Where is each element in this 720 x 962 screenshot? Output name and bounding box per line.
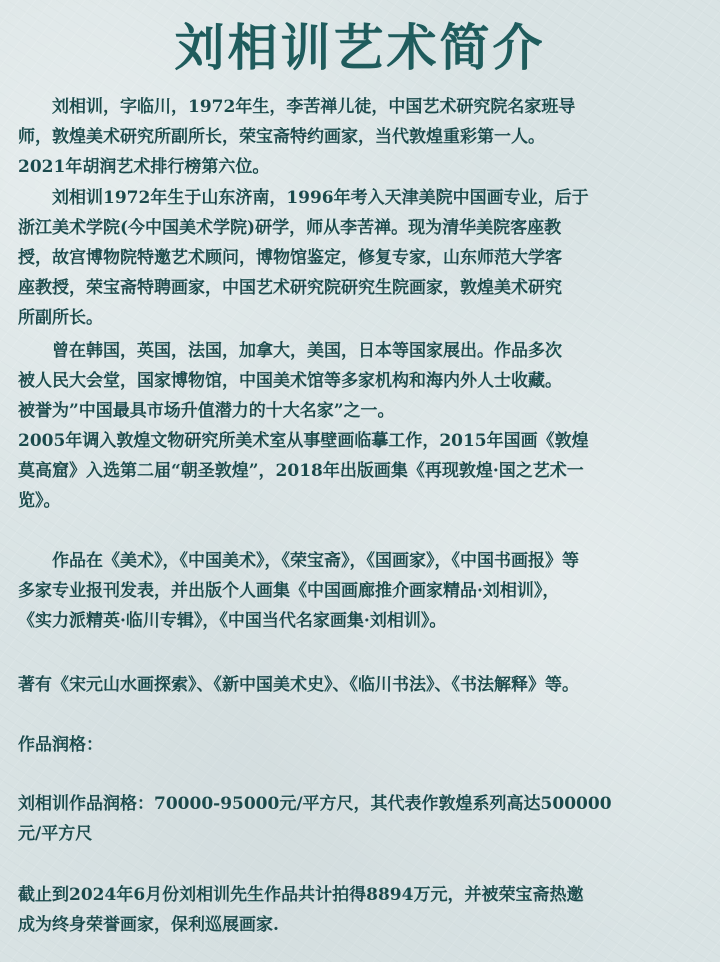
text-line: 浙江美术学院(今中国美术学院)研学，师从李苦禅。现为清华美院客座教 — [18, 218, 562, 238]
text-line: 作品在《美术》，《中国美术》，《荣宝斋》，《国画家》，《中国书画报》等 — [18, 551, 579, 571]
page-title: 刘相训艺术简介 — [174, 18, 546, 77]
paragraph-exhibitions — [18, 336, 708, 516]
paragraph-books — [18, 670, 708, 700]
text-line: 《实力派精英·临川专辑》，《中国当代名家画集·刘相训》。 — [18, 611, 447, 631]
text-line: 截止到2024年6月份刘相训先生作品共计拍得8894万元，并被荣宝斋热邀 — [18, 885, 584, 905]
text-line: 授，故宫博物院特邀艺术顾问，博物馆鉴定，修复专家，山东师范大学客 — [18, 248, 562, 268]
text-line: 作品润格： — [18, 735, 103, 755]
text-line: 览》。 — [18, 491, 61, 511]
text-line: 刘相训，字临川，1972年生，李苦禅儿徒，中国艺术研究院名家班导 — [18, 97, 576, 117]
text-line: 被人民大会堂，国家博物馆，中国美术馆等多家机构和海内外人士收藏。 — [18, 371, 562, 391]
paragraph-price-heading — [18, 730, 708, 760]
paragraph-intro — [18, 92, 708, 182]
paragraph-auction — [18, 880, 708, 940]
text-line: 刘相训作品润格：70000-95000元/平方尺，其代表作敦煌系列高达500000 — [18, 794, 612, 814]
text-line: 成为终身荣誉画家，保利巡展画家. — [18, 915, 279, 935]
text-line: 座教授，荣宝斋特聘画家，中国艺术研究院研究生院画家，敦煌美术研究 — [18, 278, 562, 298]
paragraph-education — [18, 183, 708, 333]
text-line: 2021年胡润艺术排行榜第六位。 — [18, 157, 270, 177]
text-line: 2005年调入敦煌文物研究所美术室从事壁画临摹工作，2015年国画《敦煌 — [18, 431, 589, 451]
paragraph-publications — [18, 546, 708, 636]
text-line: 著有《宋元山水画探索》、《新中国美术史》、《临川书法》、《书法解释》等。 — [18, 675, 579, 695]
text-line: 被誉为”中国最具市场升值潜力的十大名家”之一。 — [18, 401, 395, 421]
text-line: 多家专业报刊发表，并出版个人画集《中国画廊推介画家精品·刘相训》， — [18, 581, 560, 601]
text-line: 莫高窟》入选第二届“朝圣敦煌”，2018年出版画集《再现敦煌·国之艺术一 — [18, 461, 584, 481]
text-line: 刘相训1972年生于山东济南，1996年考入天津美院中国画专业，后于 — [18, 188, 589, 208]
text-line: 所副所长。 — [18, 308, 103, 328]
text-line: 曾在韩国，英国，法国，加拿大，美国，日本等国家展出。作品多次 — [18, 341, 562, 361]
paragraph-price — [18, 789, 708, 849]
text-line: 师，敦煌美术研究所副所长，荣宝斋特约画家，当代敦煌重彩第一人。 — [18, 127, 545, 147]
text-line: 元/平方尺 — [18, 824, 93, 844]
